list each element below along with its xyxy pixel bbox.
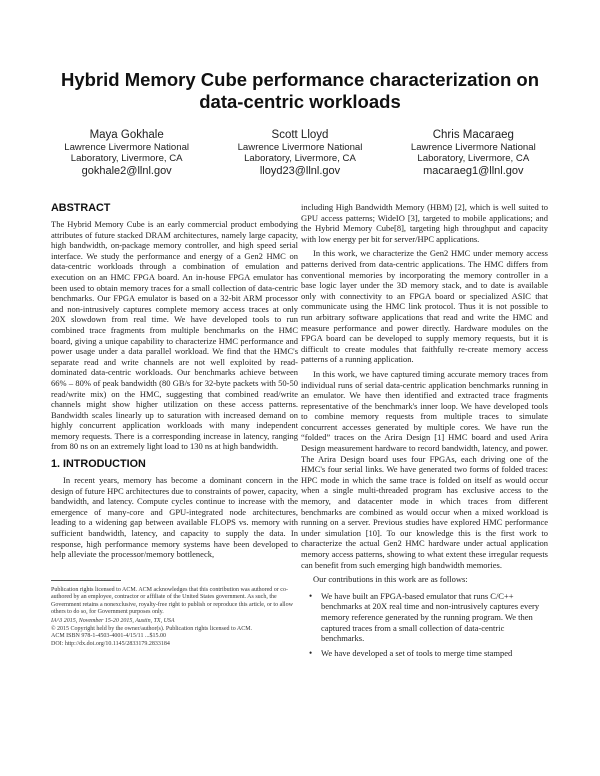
introduction-paragraph: In recent years, memory has become a dominant concern in the design of future HPC architectures due to constraints of power, capacity, bandwidth, and latency. Compute cycles continue to increase with the emergence of many-core and GPU-integrated node architectures, leading to a widening gap between available FLOPS vs. memory with sufficient bandwidth, latency, and capacity to supply the data. In response, high performance memory systems have been developed to help alleviate the processor/memory bottleneck, <box>51 475 298 560</box>
footnote-copyright: © 2015 Copyright held by the owner/author(s). Publication rights licensed to ACM. <box>51 625 253 632</box>
author-gokhale <box>40 128 213 184</box>
body-paragraph: In this work, we characterize the Gen2 HMC under memory access patterns derived from data-centric applications. The HMC differs from conventional memories by incorporating the memory controller in a base logic layer under the 3D memory stack, and to date is available only with connectivity to an FPGA board or specialized ASIC that communicate using the HMC link protocol. Thus it is not possible to run arbitrary software applications that read and write the HMC and measure performance and power directly. Hardware modules on the FPGA board can be developed to supply memory requests, but it is difficult to create modules that faithfully re-create memory access patterns of a running application. <box>301 248 548 365</box>
footnote-conference: IA^3 2015, November 15-20 2015, Austin, TX, USA <box>51 618 175 625</box>
footnote-isbn: ACM ISBN 978-1-4503-4001-4/15/11 ...$15.00 <box>51 633 166 640</box>
list-item <box>301 591 548 644</box>
author-macaraeg <box>387 128 560 184</box>
author-name: Scott Lloyd <box>271 129 329 141</box>
author-affiliation-line-1: Lawrence Livermore National <box>237 142 363 153</box>
author-lloyd <box>213 128 386 184</box>
author-name: Chris Macaraeg <box>432 129 514 141</box>
body-paragraph: Our contributions in this work are as follows: <box>313 574 468 585</box>
footnote-doi: DOI: http://dx.doi.org/10.1145/2833179.2833184 <box>51 640 170 647</box>
left-column <box>51 202 298 648</box>
footnote-divider <box>51 580 121 581</box>
author-email: gokhale2@llnl.gov <box>81 164 172 177</box>
bullet-icon: • <box>309 590 313 601</box>
author-email: lloyd23@llnl.gov <box>259 164 341 177</box>
abstract-heading: ABSTRACT <box>51 202 111 214</box>
paper-title: Hybrid Memory Cube performance characterization on data-centric workloads <box>60 69 540 112</box>
author-affiliation-line-2: Laboratory, Livermore, CA <box>244 153 356 165</box>
contributions-list <box>301 591 548 659</box>
author-email: macaraeg1@llnl.gov <box>423 164 524 177</box>
abstract-text: The Hybrid Memory Cube is an early commercial product embodying attributes of future stacked DRAM architectures, namely large capacity, high bandwidth, on-package memory controller, and high speed serial interface. We study the performance and energy of a Gen2 HMC on data-centric workloads through a combination of emulation and execution on an HMC FPGA board. An in-house FPGA emulator has been used to obtain memory traces for a small collection of data-centric benchmarks. Our FPGA emulator is based on a 32-bit ARM processor and non-intrusively captures complete memory access traces at only 20X slowdown from real time. We have developed tools to run combined trace fragments from multiple benchmarks on the HMC board, giving a unique capability to characterize HMC performance and power usage under a data parallel workload. We find that the HMC's separate read and write channels are not well exploited by read-dominated data-centric workloads. Our benchmarks achieve between 66% – 80% of peak bandwidth (80 GB/s for 32-byte packets with 50-50 read/write mix) on the HMC, suggesting that combined read/write channels might show higher utilization on these access patterns. Bandwidth scales linearly up to saturation with increased demand on highly concurrent application workloads with many independent memory requests. There is a corresponding increase in latency, ranging from 80 ns on an extremely light load to 130 ns at high bandwidth. <box>51 219 298 452</box>
author-affiliation-line-2: Laboratory, Livermore, CA <box>417 153 530 165</box>
introduction-heading: 1. INTRODUCTION <box>51 458 146 471</box>
list-item <box>301 648 548 659</box>
author-block <box>40 128 560 184</box>
author-affiliation-line-2: Laboratory, Livermore, CA <box>70 153 183 165</box>
body-paragraph: In this work, we have captured timing accurate memory traces from individual runs of serial data-centric application benchmarks running in an emulator. We have then identified and extracted trace fragments representative of the benchmark's inner loop. We have developed tools to combine memory requests from multiple traces to simulate concurrent accesses generated by multiple cores. We have run the “folded” traces on the Arira Design [1] HMC board and used Arira Design measurement hardware to record bandwidth, latency, and power. The Arira Design board uses four FPGAs, each driving one of the HMC's four serial links. We have generated two forms of folded traces: HPC mode in which the same trace is folded on itself as would occur when a single multi-threaded program has exclusive access to the memory, and datacenter mode in which traces from different benchmarks are combined as would occur when a mixed workload is running on a server. Previous studies have explored HMC performance under simulation [10]. To our knowledge this is the first work to characterize the actual Gen2 HMC hardware under actual application memory access patterns, showing to what extent these irregular requests can benefit from such emerging high bandwidth memories. <box>301 368 548 570</box>
author-affiliation-line-1: Lawrence Livermore National <box>64 142 190 153</box>
footnote-rights: Publication rights licensed to ACM. ACM acknowledges that this contribution was authored or co-authored by an employee, contractor or affiliate of the United States government. As such, the Government retains a nonexclusive, royalty-free right to publish or reproduce this article, or to allow others to do so, for Government purposes only. <box>51 586 293 616</box>
bullet-icon: • <box>309 647 313 658</box>
list-item-text: We have developed a set of tools to merge time stamped <box>321 647 513 658</box>
author-name: Maya Gokhale <box>89 129 164 141</box>
author-affiliation-line-1: Lawrence Livermore National <box>410 142 536 153</box>
right-column <box>301 202 548 662</box>
list-item-text: We have built an FPGA-based emulator that runs C/C++ benchmarks at 20X real time and non-intrusively captures every memory reference generated by the running program. We then captured traces from a small collection of data-centric benchmarks. <box>321 590 540 644</box>
body-paragraph: including High Bandwidth Memory (HBM) [2], which is well suited to GPU access patterns; WideIO [3], targeted to mobile applications; and the Hybrid Memory Cube[8], targeting high throughput and capacity with low energy per bit for server/HPC applications. <box>301 202 548 244</box>
